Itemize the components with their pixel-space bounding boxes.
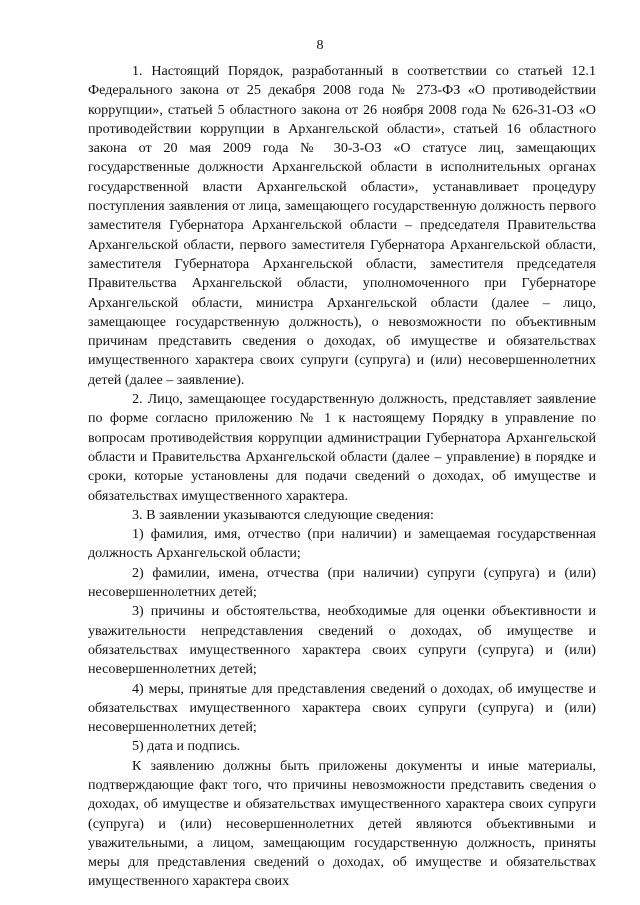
list-item-3: 3) причины и обстоятельства, необходимые для оценки объективности и уважительности непредставления сведений о доходах, об имуществе и обязательствах имущественного характера своих супруги (супруга) и (или) несовершеннолетних детей; [88, 603, 596, 678]
paragraph-1: 1. Настоящий Порядок, разработанный в соответствии со статьей 12.1 Федерального закона от 25 декабря 2008 года № 273-ФЗ «О противодействии коррупции», статьей 5 областного закона от 26 ноября 2008 года № 626-31-ОЗ «О противодействии коррупции в Архангельской области», статьей 16 областного закона от 20 мая 2009 года № 30-3-ОЗ «О статусе лиц, замещающих государственные должности Архангельской области в исполнительных органах государственной власти Архангельской области», устанавливает процедуру поступления заявления от лица, замещающего государственную должность первого заместителя Губернатора Архангельской области – председателя Правительства Архангельской области, первого заместителя Губернатора Архангельской области, заместителя Губернатора Архангельской области, заместителя председателя Правительства Архангельской области, уполномоченного при Губернаторе Архангельской области, министра Архангельской области (далее – лицо, замещающее государственную должность), о невозможности по объективным причинам представить сведения о доходах, об имуществе и обязательствах имущественного характера своих супруги (супруга) и (или) несовершеннолетних детей (далее – заявление). [88, 63, 596, 388]
list-item-5: 5) дата и подпись. [132, 738, 241, 755]
paragraph-2: 2. Лицо, замещающее государственную должность, представляет заявление по форме согласно приложению № 1 к настоящему Порядку в управление по вопросам противодействия коррупции администрации Губернатора Архангельской области и Правительства Архангельской области (далее – управление) в порядке и сроки, которые установлены для подачи сведений о доходах, об имуществе и обязательствах имущественного характера. [88, 391, 596, 504]
list-item-4: 4) меры, принятые для представления сведений о доходах, об имуществе и обязательствах имущественного характера своих супруги (супруга) и (или) несовершеннолетних детей; [88, 680, 596, 736]
paragraph-3: 3. В заявлении указываются следующие сведения: [132, 506, 434, 523]
page-number: 8 [316, 38, 324, 53]
document-body [88, 62, 596, 892]
list-item-2: 2) фамилии, имена, отчества (при наличии) супруги (супруга) и (или) несовершеннолетних детей; [88, 564, 596, 601]
list-item-1: 1) фамилия, имя, отчество (при наличии) и замещаемая государственная должность Архангельской области; [88, 526, 596, 562]
paragraph-attachments: К заявлению должны быть приложены документы и иные материалы, подтверждающие факт того, что причины невозможности представить сведения о доходах, об имуществе и обязательствах имущественного характера своих супруги (супруга) и (или) несовершеннолетних детей являются объективными и уважительными, а лицом, замещающим государственную должность, приняты меры для представления сведений о доходах, об имуществе и обязательствах имущественного характера своих [88, 757, 596, 890]
